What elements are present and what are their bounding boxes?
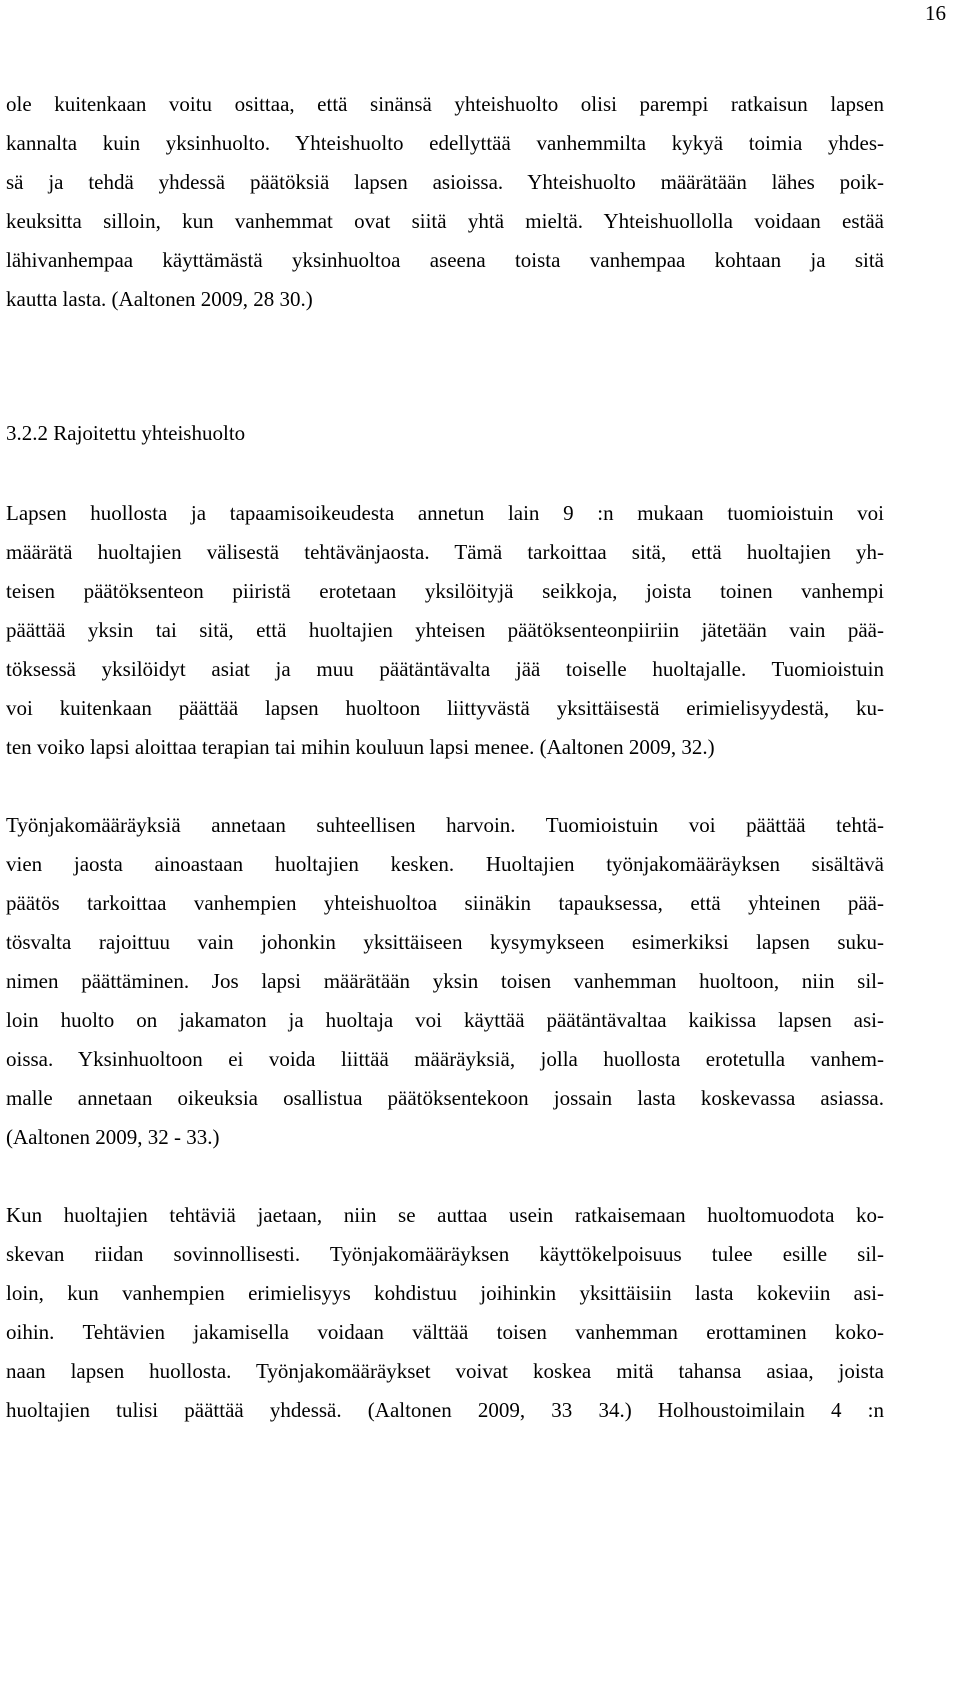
text-line: lähivanhempaa käyttämästä yksinhuoltoa aseena toista vanhempaa kohtaan ja sitä xyxy=(6,248,884,272)
text-line: keuksitta silloin, kun vanhemmat ovat siitä yhtä mieltä. Yhteishuollolla voidaan estää xyxy=(6,209,884,233)
text-line: naan lapsen huollosta. Työnjakomääräykset voivat koskea mitä tahansa asiaa, joista xyxy=(6,1359,884,1383)
text-line: määrätä huoltajien välisestä tehtävänjaosta. Tämä tarkoittaa sitä, että huoltajien yh- xyxy=(6,540,884,564)
text-line: kautta lasta. (Aaltonen 2009, 28 30.) xyxy=(6,287,313,311)
text-line: päätös tarkoittaa vanhempien yhteishuoltoa siinäkin tapauksessa, että yhteinen pää- xyxy=(6,891,884,915)
text-line: voi kuitenkaan päättää lapsen huoltoon liittyvästä yksittäisestä erimielisyydestä, ku- xyxy=(6,696,884,720)
text-line: vien jaosta ainoastaan huoltajien kesken. Huoltajien työnjakomääräyksen sisältävä xyxy=(6,852,884,876)
text-line: ole kuitenkaan voitu osittaa, että sinänsä yhteishuolto olisi parempi ratkaisun lapsen xyxy=(6,92,884,116)
text-line: malle annetaan oikeuksia osallistua päätöksentekoon jossain lasta koskevassa asiassa. xyxy=(6,1086,884,1110)
text-line: skevan riidan sovinnollisesti. Työnjakomääräyksen käyttökelpoisuus tulee esille sil- xyxy=(6,1242,884,1266)
text-line: Lapsen huollosta ja tapaamisoikeudesta annetun lain 9 :n mukaan tuomioistuin voi xyxy=(6,501,884,525)
text-line: oihin. Tehtävien jakamisella voidaan välttää toisen vanhemman erottaminen koko- xyxy=(6,1320,884,1344)
text-line: loin, kun vanhempien erimielisyys kohdistuu joihinkin yksittäisiin lasta kokeviin asi- xyxy=(6,1281,884,1305)
text-line: tösvalta rajoittuu vain johonkin yksittäiseen kysymykseen esimerkiksi lapsen suku- xyxy=(6,930,884,954)
text-line: (Aaltonen 2009, 32 - 33.) xyxy=(6,1125,220,1149)
text-line: töksessä yksilöidyt asiat ja muu päätäntävalta jää toiselle huoltajalle. Tuomioistuin xyxy=(6,657,884,681)
text-line: Kun huoltajien tehtäviä jaetaan, niin se auttaa usein ratkaisemaan huoltomuodota ko- xyxy=(6,1203,884,1227)
page-number: 16 xyxy=(925,1,946,25)
text-line: Työnjakomääräyksiä annetaan suhteellisen harvoin. Tuomioistuin voi päättää tehtä- xyxy=(6,813,884,837)
text-line: nimen päättäminen. Jos lapsi määrätään yksin toisen vanhemman huoltoon, niin sil- xyxy=(6,969,884,993)
text-line: teisen päätöksenteon piiristä erotetaan yksilöityjä seikkoja, joista toinen vanhempi xyxy=(6,579,884,603)
text-line: päättää yksin tai sitä, että huoltajien yhteisen päätöksenteonpiiriin jätetään vain pää- xyxy=(6,618,884,642)
text-line: kannalta kuin yksinhuolto. Yhteishuolto edellyttää vanhemmilta kykyä toimia yhdes- xyxy=(6,131,884,155)
text-line: oissa. Yksinhuoltoon ei voida liittää määräyksiä, jolla huollosta erotetulla vanhem- xyxy=(6,1047,884,1071)
text-line: loin huolto on jakamaton ja huoltaja voi käyttää päätäntävaltaa kaikissa lapsen asi- xyxy=(6,1008,884,1032)
section-heading: 3.2.2 Rajoitettu yhteishuolto xyxy=(6,421,246,445)
text-line: sä ja tehdä yhdessä päätöksiä lapsen asioissa. Yhteishuolto määrätään lähes poik- xyxy=(6,170,884,194)
text-line: huoltajien tulisi päättää yhdessä. (Aaltonen 2009, 33 34.) Holhoustoimilain 4 :n xyxy=(6,1398,884,1422)
text-line: ten voiko lapsi aloittaa terapian tai mihin kouluun lapsi menee. (Aaltonen 2009, 32.) xyxy=(6,735,715,759)
